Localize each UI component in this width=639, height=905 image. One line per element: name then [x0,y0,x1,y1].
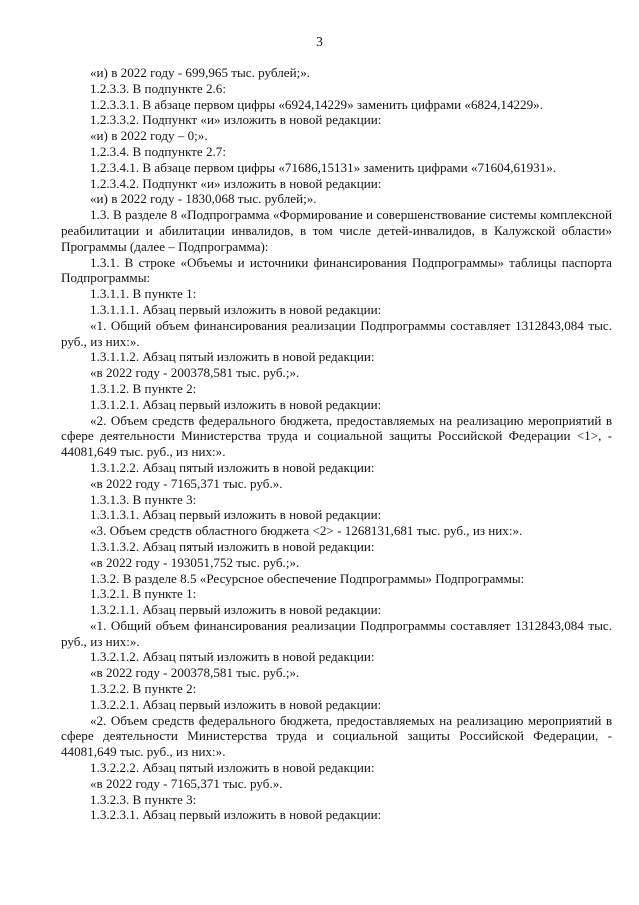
paragraph: 1.3. В разделе 8 «Подпрограмма «Формирование и совершенствование системы комплексной реабилитации и абилитации инвалидов, в том числе детей-инвалидов, в Калужской области» Программы (далее – Подпрограмма): [61,207,612,254]
page-number: 3 [316,34,323,49]
paragraph: «и) в 2022 году – 0;». [90,128,208,144]
paragraph: 1.3.1.1. В пункте 1: [90,286,197,302]
paragraph: «в 2022 году - 7165,371 тыс. руб.». [90,475,283,491]
paragraph: «и) в 2022 году - 699,965 тыс. рублей;». [90,65,311,80]
paragraph: 1.3.1.1.1. Абзац первый изложить в новой редакции: [90,301,382,317]
paragraph: 1.3.1.2.2. Абзац пятый изложить в новой редакции: [90,459,375,475]
paragraph: 1.3.1. В строке «Объемы и источники финансирования Подпрограммы» таблицы паспорта Подпрограммы: [61,254,612,286]
paragraph: «3. Объем средств областного бюджета <2> - 1268131,681 тыс. руб., из них:». [90,523,523,539]
document-body [61,65,612,823]
paragraph: 1.2.3.3.2. Подпункт «и» изложить в новой редакции: [90,112,382,128]
paragraph: 1.2.3.4. В подпункте 2.7: [90,143,226,159]
paragraph: 1.3.2.2.1. Абзац первый изложить в новой редакции: [90,696,382,712]
paragraph: 1.3.1.2. В пункте 2: [90,380,197,396]
paragraph: 1.3.1.1.2. Абзац пятый изложить в новой редакции: [90,349,375,365]
paragraph: 1.3.2. В разделе 8.5 «Ресурсное обеспечение Подпрограммы» Подпрограммы: [90,570,525,586]
paragraph: 1.2.3.4.2. Подпункт «и» изложить в новой редакции: [90,175,382,191]
paragraph: 1.3.1.3. В пункте 3: [90,491,197,507]
paragraph: «в 2022 году - 7165,371 тыс. руб.». [90,775,283,791]
paragraph: 1.3.2.1.2. Абзац пятый изложить в новой редакции: [90,649,375,665]
paragraph: 1.3.2.1.1. Абзац первый изложить в новой редакции: [90,602,382,618]
paragraph: 1.2.3.3.1. В абзаце первом цифры «6924,14229» заменить цифрами «6824,14229». [90,96,543,112]
paragraph: 1.2.3.3. В подпункте 2.6: [90,80,226,96]
paragraph: 1.2.3.4.1. В абзаце первом цифры «71686,15131» заменить цифрами «71604,61931». [90,159,557,175]
paragraph: «2. Объем средств федерального бюджета, предоставляемых на реализацию мероприятий в сфере деятельности Министерства труда и социальной защиты Российской Федерации <1>, - 44081,649 тыс. руб., из них:». [61,412,612,460]
paragraph: «2. Объем средств федерального бюджета, предоставляемых на реализацию мероприятий в сфере деятельности Министерства труда и социальной защиты Российской Федерации, - 44081,649 тыс. руб., из них:». [61,712,612,760]
paragraph: 1.3.2.3. В пункте 3: [90,791,197,807]
paragraph: 1.3.2.2.2. Абзац пятый изложить в новой редакции: [90,760,375,776]
paragraph: 1.3.1.3.2. Абзац пятый изложить в новой редакции: [90,538,375,554]
paragraph: 1.3.2.2. В пункте 2: [90,681,197,697]
paragraph: «1. Общий объем финансирования реализации Подпрограммы составляет 1312843,084 тыс. руб., из них:». [61,617,612,649]
paragraph: «в 2022 году - 200378,581 тыс. руб.;». [90,365,300,381]
paragraph: «1. Общий объем финансирования реализации Подпрограммы составляет 1312843,084 тыс. руб., из них:». [61,317,612,349]
paragraph: 1.3.2.3.1. Абзац первый изложить в новой редакции: [90,807,382,823]
paragraph: «в 2022 году - 193051,752 тыс. руб.;». [90,554,300,570]
paragraph: «в 2022 году - 200378,581 тыс. руб.;». [90,665,300,681]
paragraph: 1.3.1.2.1. Абзац первый изложить в новой редакции: [90,396,382,412]
paragraph: «и) в 2022 году - 1830,068 тыс. рублей;». [90,191,317,207]
paragraph: 1.3.2.1. В пункте 1: [90,586,197,602]
paragraph: 1.3.1.3.1. Абзац первый изложить в новой редакции: [90,507,382,523]
